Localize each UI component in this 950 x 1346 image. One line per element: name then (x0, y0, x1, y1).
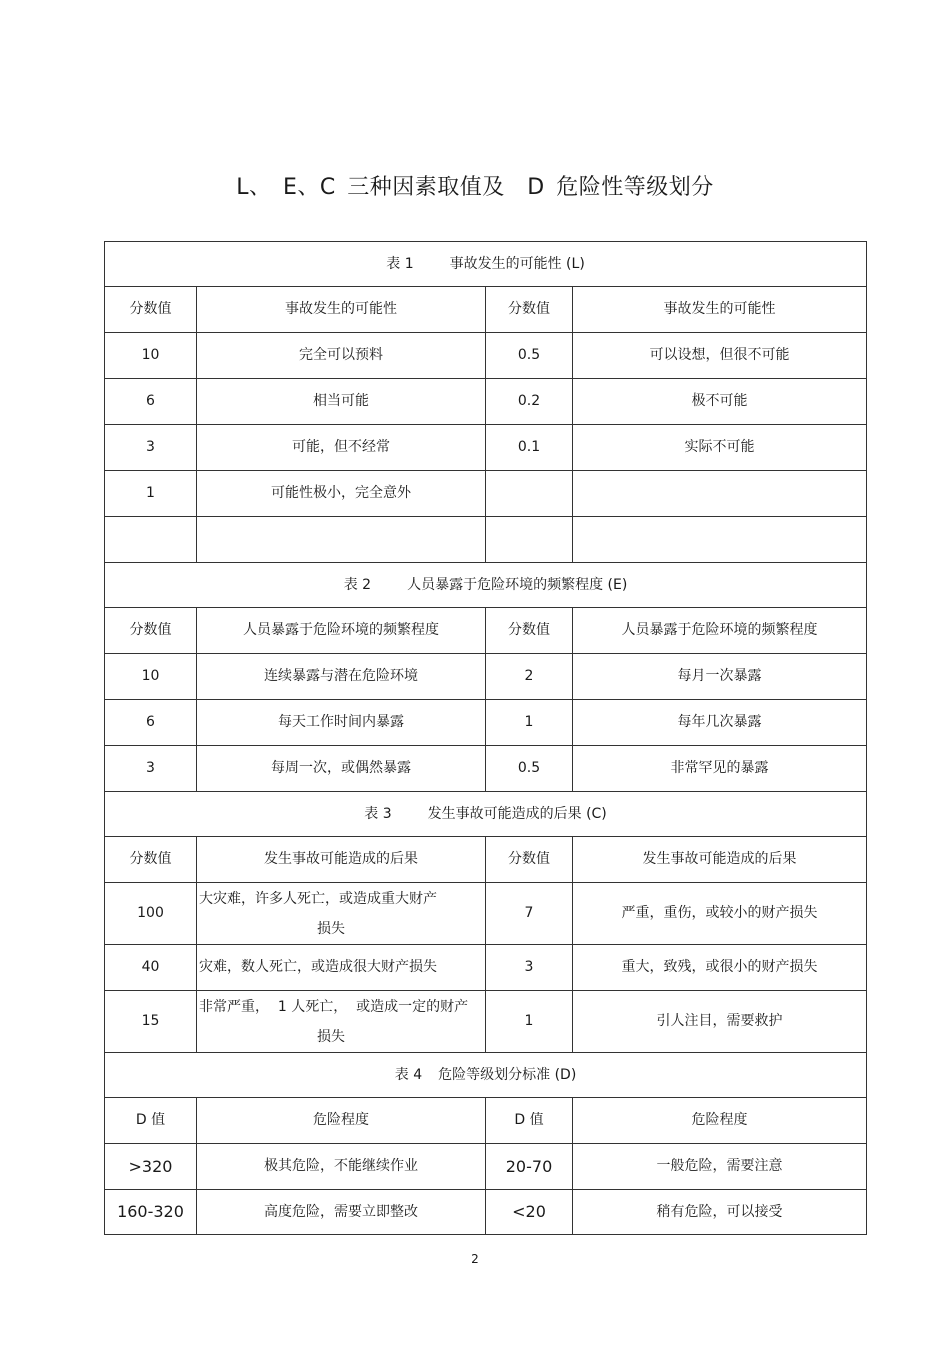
column-header: 分数值 (486, 837, 573, 883)
description-cell: 严重，重伤，或较小的财产损失 (573, 883, 867, 945)
description-cell: 实际不可能 (573, 425, 867, 471)
description-line-1: 大灾难，许多人死亡，或造成重大财产 (199, 890, 437, 907)
description-cell: 连续暴露与潜在危险环境 (197, 654, 486, 700)
column-header: 分数值 (105, 608, 197, 654)
table4-caption-text: 危险等级划分标准 (D) (438, 1066, 577, 1083)
d-value-cell: >320 (105, 1144, 197, 1190)
column-header: 分数值 (486, 608, 573, 654)
description-cell: 每年几次暴露 (573, 700, 867, 746)
table-row (105, 746, 867, 792)
empty-cell (573, 517, 867, 563)
description-line-2: 损失 (317, 1028, 345, 1045)
score-cell: 10 (105, 333, 197, 379)
column-header: D 值 (486, 1098, 573, 1144)
column-header: 人员暴露于危险环境的频繁程度 (197, 608, 486, 654)
score-cell: 1 (105, 471, 197, 517)
score-cell: 15 (105, 991, 197, 1053)
description-cell: 重大，致残，或很小的财产损失 (573, 945, 867, 991)
column-header: 分数值 (105, 837, 197, 883)
column-header: 危险程度 (197, 1098, 486, 1144)
table2-caption-number: 表 2 (343, 576, 372, 593)
score-cell: 1 (486, 991, 573, 1053)
risk-assessment-table (104, 241, 867, 1235)
description-cell: 可能性极小，完全意外 (197, 471, 486, 517)
empty-cell (105, 517, 197, 563)
danger-level-cell: 高度危险，需要立即整改 (197, 1190, 486, 1235)
table3-caption-text: 发生事故可能造成的后果 (C) (427, 805, 607, 822)
table3-caption (105, 792, 867, 837)
description-cell: 每周一次，或偶然暴露 (197, 746, 486, 792)
table-row (105, 1190, 867, 1235)
score-cell: 10 (105, 654, 197, 700)
description-cell: 灾难，数人死亡，或造成很大财产损失 (197, 945, 486, 991)
description-cell: 可能，但不经常 (197, 425, 486, 471)
score-cell: 3 (105, 425, 197, 471)
table-row (105, 379, 867, 425)
column-header: 危险程度 (573, 1098, 867, 1144)
column-header: 分数值 (105, 287, 197, 333)
score-cell: 0.1 (486, 425, 573, 471)
score-cell: 1 (486, 700, 573, 746)
table4-caption (105, 1053, 867, 1098)
table-row (105, 700, 867, 746)
score-cell: 6 (105, 379, 197, 425)
description-cell (197, 883, 486, 945)
table3-header-row (105, 837, 867, 883)
column-header: 发生事故可能造成的后果 (197, 837, 486, 883)
score-cell: 7 (486, 883, 573, 945)
score-cell: 0.5 (486, 333, 573, 379)
description-cell: 每月一次暴露 (573, 654, 867, 700)
score-cell: 100 (105, 883, 197, 945)
table-row (105, 1144, 867, 1190)
score-cell (486, 471, 573, 517)
table1-header-row (105, 287, 867, 333)
score-cell: 2 (486, 654, 573, 700)
danger-level-cell: 极其危险，不能继续作业 (197, 1144, 486, 1190)
table-row (105, 471, 867, 517)
table1-caption-number: 表 1 (386, 255, 414, 272)
table-row-empty (105, 517, 867, 563)
d-value-cell: 160-320 (105, 1190, 197, 1235)
description-cell: 每天工作时间内暴露 (197, 700, 486, 746)
column-header: 发生事故可能造成的后果 (573, 837, 867, 883)
table2-caption-text: 人员暴露于危险环境的频繁程度 (E) (407, 576, 628, 593)
empty-cell (197, 517, 486, 563)
page-number: 2 (471, 1252, 479, 1266)
description-cell: 完全可以预料 (197, 333, 486, 379)
score-cell: 0.5 (486, 746, 573, 792)
column-header: D 值 (105, 1098, 197, 1144)
description-cell: 可以设想，但很不可能 (573, 333, 867, 379)
table-row (105, 945, 867, 991)
column-header: 分数值 (486, 287, 573, 333)
column-header: 事故发生的可能性 (573, 287, 867, 333)
description-cell: 极不可能 (573, 379, 867, 425)
danger-level-cell: 一般危险，需要注意 (573, 1144, 867, 1190)
table4-caption-row (105, 1053, 867, 1098)
table-row (105, 991, 867, 1053)
page-title: L、 E、C 三种因素取值及 D 危险性等级划分 (236, 175, 714, 200)
table2-header-row (105, 608, 867, 654)
description-line-1: 非常严重， 1 人死亡， 或造成一定的财产 (199, 998, 469, 1015)
description-cell: 相当可能 (197, 379, 486, 425)
table2-caption-row (105, 563, 867, 608)
empty-cell (486, 517, 573, 563)
column-header: 事故发生的可能性 (197, 287, 486, 333)
table4-caption-number: 表 4 (394, 1066, 423, 1083)
description-cell (573, 471, 867, 517)
table1-caption-text: 事故发生的可能性 (L) (449, 255, 585, 272)
danger-level-cell: 稍有危险，可以接受 (573, 1190, 867, 1235)
table-row (105, 425, 867, 471)
description-cell: 非常罕见的暴露 (573, 746, 867, 792)
d-value-cell: <20 (486, 1190, 573, 1235)
table1-caption (105, 242, 867, 287)
score-cell: 0.2 (486, 379, 573, 425)
score-cell: 40 (105, 945, 197, 991)
column-header: 人员暴露于危险环境的频繁程度 (573, 608, 867, 654)
d-value-cell: 20-70 (486, 1144, 573, 1190)
score-cell: 3 (105, 746, 197, 792)
table-row (105, 883, 867, 945)
score-cell: 3 (486, 945, 573, 991)
table1-caption-row (105, 242, 867, 287)
table2-caption (105, 563, 867, 608)
table3-caption-number: 表 3 (364, 805, 392, 822)
description-line-2: 损失 (317, 920, 345, 937)
table4-header-row (105, 1098, 867, 1144)
description-cell: 引人注目，需要救护 (573, 991, 867, 1053)
table-row (105, 654, 867, 700)
table-row (105, 333, 867, 379)
score-cell: 6 (105, 700, 197, 746)
description-cell (197, 991, 486, 1053)
table3-caption-row (105, 792, 867, 837)
